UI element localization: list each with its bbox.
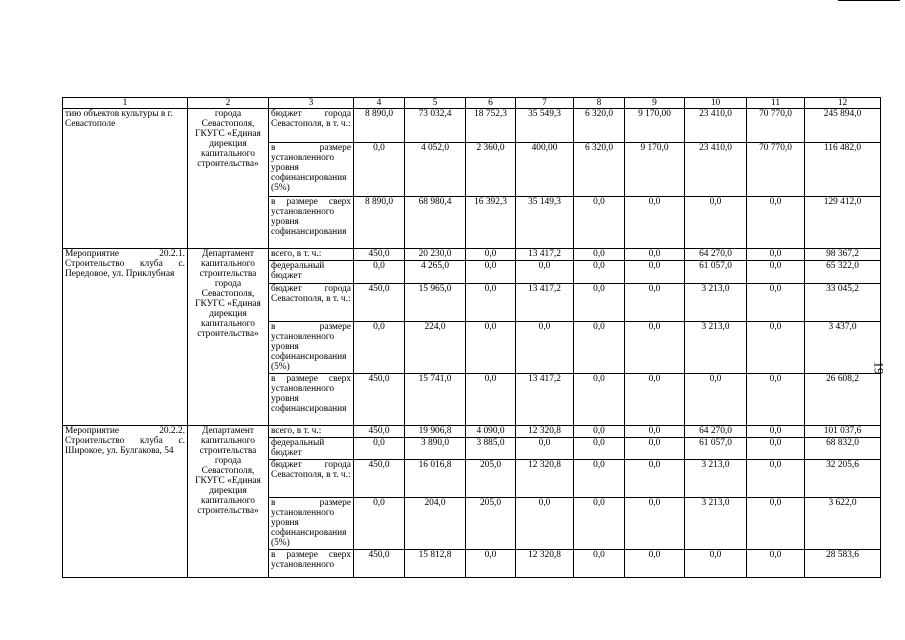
column-header-11: 11 xyxy=(747,98,805,109)
value-cell-col-11: 0,0 xyxy=(747,426,805,438)
value-cell-col-5: 15 812,8 xyxy=(405,550,466,578)
value-cell-col-11: 0,0 xyxy=(747,438,805,460)
top-right-rule xyxy=(838,0,900,1)
value-cell-col-10: 23 410,0 xyxy=(685,109,747,143)
value-cell-col-5: 68 980,4 xyxy=(405,197,466,249)
value-cell-col-8: 0,0 xyxy=(574,284,625,322)
value-cell-col-5: 73 032,4 xyxy=(405,109,466,143)
value-cell-col-6: 18 752,3 xyxy=(466,109,516,143)
value-cell-col-9: 0,0 xyxy=(625,284,685,322)
value-cell-col-5: 4 265,0 xyxy=(405,261,466,284)
value-cell-col-9: 0,0 xyxy=(625,460,685,498)
value-cell-col-12: 28 583,6 xyxy=(805,550,881,578)
funding-source-cell: в размере установленного уровня софинансирования (5%) xyxy=(269,322,354,374)
value-cell-col-12: 68 832,0 xyxy=(805,438,881,460)
value-cell-col-10: 61 057,0 xyxy=(685,261,747,284)
value-cell-col-12: 3 437,0 xyxy=(805,322,881,374)
value-cell-col-11: 0,0 xyxy=(747,284,805,322)
value-cell-col-8: 0,0 xyxy=(574,426,625,438)
funding-source-cell: в размере сверх установленного уровня софинансирования xyxy=(269,197,354,249)
value-cell-col-4: 450,0 xyxy=(354,426,405,438)
value-cell-col-4: 450,0 xyxy=(354,374,405,426)
value-cell-col-11: 0,0 xyxy=(747,197,805,249)
value-cell-col-10: 3 213,0 xyxy=(685,322,747,374)
value-cell-col-4: 0,0 xyxy=(354,438,405,460)
value-cell-col-6: 0,0 xyxy=(466,261,516,284)
value-cell-col-7: 35 549,3 xyxy=(516,109,574,143)
funding-source-cell: федеральный бюджет xyxy=(269,261,354,284)
value-cell-col-9: 9 170,00 xyxy=(625,109,685,143)
value-cell-col-8: 6 320,0 xyxy=(574,143,625,197)
value-cell-col-9: 9 170,0 xyxy=(625,143,685,197)
executor-cell: Департамент капитального строительства города Севастополя, ГКУГС «Единая дирекция капитального строительства» xyxy=(188,249,269,426)
value-cell-col-12: 65 322,0 xyxy=(805,261,881,284)
value-cell-col-7: 13 417,2 xyxy=(516,249,574,261)
value-cell-col-6: 0,0 xyxy=(466,550,516,578)
activity-cell: Мероприятие 20.2.1. Строительство клуба с. Передовое, ул. Приклубная xyxy=(63,249,188,426)
funding-source-cell: бюджет города Севастополя, в т. ч.: xyxy=(269,460,354,498)
value-cell-col-12: 32 205,6 xyxy=(805,460,881,498)
funding-source-cell: всего, в т. ч.: xyxy=(269,426,354,438)
value-cell-col-8: 0,0 xyxy=(574,322,625,374)
value-cell-col-10: 23 410,0 xyxy=(685,143,747,197)
column-header-1: 1 xyxy=(63,98,188,109)
value-cell-col-7: 400,00 xyxy=(516,143,574,197)
column-header-7: 7 xyxy=(516,98,574,109)
value-cell-col-12: 245 894,0 xyxy=(805,109,881,143)
value-cell-col-5: 3 890,0 xyxy=(405,438,466,460)
value-cell-col-6: 4 090,0 xyxy=(466,426,516,438)
funding-source-cell: в размере установленного уровня софинансирования (5%) xyxy=(269,498,354,550)
header-row xyxy=(63,98,881,109)
value-cell-col-12: 3 622,0 xyxy=(805,498,881,550)
value-cell-col-4: 450,0 xyxy=(354,550,405,578)
activity-cell: Мероприятие 20.2.2. Строительство клуба с. Широкое, ул. Булгакова, 54 xyxy=(63,426,188,578)
value-cell-col-4: 0,0 xyxy=(354,261,405,284)
value-cell-col-11: 0,0 xyxy=(747,322,805,374)
funding-source-cell: в размере сверх установленного уровня софинансирования xyxy=(269,374,354,426)
column-header-2: 2 xyxy=(188,98,269,109)
value-cell-col-5: 204,0 xyxy=(405,498,466,550)
value-cell-col-9: 0,0 xyxy=(625,197,685,249)
value-cell-col-12: 101 037,6 xyxy=(805,426,881,438)
value-cell-col-12: 33 045,2 xyxy=(805,284,881,322)
value-cell-col-4: 0,0 xyxy=(354,498,405,550)
column-header-3: 3 xyxy=(269,98,354,109)
column-header-8: 8 xyxy=(574,98,625,109)
budget-table xyxy=(62,97,881,578)
funding-source-cell: в размере сверх установленного xyxy=(269,550,354,578)
value-cell-col-12: 98 367,2 xyxy=(805,249,881,261)
value-cell-col-11: 0,0 xyxy=(747,498,805,550)
value-cell-col-11: 70 770,0 xyxy=(747,109,805,143)
value-cell-col-4: 450,0 xyxy=(354,460,405,498)
value-cell-col-7: 0,0 xyxy=(516,322,574,374)
value-cell-col-10: 64 270,0 xyxy=(685,249,747,261)
value-cell-col-4: 8 890,0 xyxy=(354,197,405,249)
value-cell-col-8: 0,0 xyxy=(574,460,625,498)
value-cell-col-11: 0,0 xyxy=(747,374,805,426)
value-cell-col-10: 64 270,0 xyxy=(685,426,747,438)
value-cell-col-6: 0,0 xyxy=(466,249,516,261)
value-cell-col-8: 6 320,0 xyxy=(574,109,625,143)
activity-cell: тию объектов культуры в г. Севастополе xyxy=(63,109,188,249)
value-cell-col-9: 0,0 xyxy=(625,438,685,460)
value-cell-col-7: 0,0 xyxy=(516,261,574,284)
value-cell-col-6: 205,0 xyxy=(466,498,516,550)
value-cell-col-6: 0,0 xyxy=(466,322,516,374)
value-cell-col-7: 13 417,2 xyxy=(516,374,574,426)
value-cell-col-7: 0,0 xyxy=(516,498,574,550)
value-cell-col-6: 16 392,3 xyxy=(466,197,516,249)
value-cell-col-8: 0,0 xyxy=(574,374,625,426)
value-cell-col-8: 0,0 xyxy=(574,438,625,460)
value-cell-col-5: 19 906,8 xyxy=(405,426,466,438)
value-cell-col-10: 3 213,0 xyxy=(685,498,747,550)
value-cell-col-10: 0,0 xyxy=(685,550,747,578)
value-cell-col-11: 0,0 xyxy=(747,460,805,498)
value-cell-col-6: 2 360,0 xyxy=(466,143,516,197)
table-row xyxy=(63,426,881,438)
value-cell-col-4: 0,0 xyxy=(354,143,405,197)
value-cell-col-8: 0,0 xyxy=(574,249,625,261)
value-cell-col-6: 205,0 xyxy=(466,460,516,498)
executor-cell: города Севастополя, ГКУГС «Единая дирекция капитального строительства» xyxy=(188,109,269,249)
value-cell-col-4: 450,0 xyxy=(354,284,405,322)
value-cell-col-5: 15 741,0 xyxy=(405,374,466,426)
value-cell-col-7: 35 149,3 xyxy=(516,197,574,249)
value-cell-col-8: 0,0 xyxy=(574,261,625,284)
value-cell-col-10: 0,0 xyxy=(685,197,747,249)
value-cell-col-11: 0,0 xyxy=(747,249,805,261)
table-row xyxy=(63,249,881,261)
value-cell-col-5: 16 016,8 xyxy=(405,460,466,498)
value-cell-col-5: 15 965,0 xyxy=(405,284,466,322)
funding-source-cell: бюджет города Севастополя, в т. ч.: xyxy=(269,109,354,143)
page-number: 19 xyxy=(871,361,887,375)
value-cell-col-7: 12 320,8 xyxy=(516,426,574,438)
value-cell-col-6: 0,0 xyxy=(466,284,516,322)
value-cell-col-5: 20 230,0 xyxy=(405,249,466,261)
value-cell-col-4: 0,0 xyxy=(354,322,405,374)
value-cell-col-11: 0,0 xyxy=(747,550,805,578)
value-cell-col-5: 224,0 xyxy=(405,322,466,374)
value-cell-col-9: 0,0 xyxy=(625,374,685,426)
value-cell-col-9: 0,0 xyxy=(625,426,685,438)
value-cell-col-9: 0,0 xyxy=(625,249,685,261)
value-cell-col-10: 3 213,0 xyxy=(685,460,747,498)
value-cell-col-8: 0,0 xyxy=(574,498,625,550)
value-cell-col-9: 0,0 xyxy=(625,261,685,284)
funding-source-cell: в размере установленного уровня софинансирования (5%) xyxy=(269,143,354,197)
column-header-4: 4 xyxy=(354,98,405,109)
value-cell-col-12: 26 608,2 xyxy=(805,374,881,426)
value-cell-col-11: 70 770,0 xyxy=(747,143,805,197)
value-cell-col-10: 61 057,0 xyxy=(685,438,747,460)
column-header-6: 6 xyxy=(466,98,516,109)
column-header-9: 9 xyxy=(625,98,685,109)
value-cell-col-6: 0,0 xyxy=(466,374,516,426)
funding-source-cell: всего, в т. ч.: xyxy=(269,249,354,261)
value-cell-col-12: 129 412,0 xyxy=(805,197,881,249)
column-header-12: 12 xyxy=(805,98,881,109)
value-cell-col-10: 3 213,0 xyxy=(685,284,747,322)
value-cell-col-8: 0,0 xyxy=(574,197,625,249)
value-cell-col-10: 0,0 xyxy=(685,374,747,426)
value-cell-col-4: 450,0 xyxy=(354,249,405,261)
value-cell-col-6: 3 885,0 xyxy=(466,438,516,460)
value-cell-col-12: 116 482,0 xyxy=(805,143,881,197)
value-cell-col-7: 12 320,8 xyxy=(516,460,574,498)
column-header-10: 10 xyxy=(685,98,747,109)
value-cell-col-7: 12 320,8 xyxy=(516,550,574,578)
value-cell-col-9: 0,0 xyxy=(625,550,685,578)
value-cell-col-9: 0,0 xyxy=(625,498,685,550)
value-cell-col-8: 0,0 xyxy=(574,550,625,578)
value-cell-col-9: 0,0 xyxy=(625,322,685,374)
funding-source-cell: бюджет города Севастополя, в т. ч.: xyxy=(269,284,354,322)
value-cell-col-4: 8 890,0 xyxy=(354,109,405,143)
value-cell-col-11: 0,0 xyxy=(747,261,805,284)
column-header-5: 5 xyxy=(405,98,466,109)
value-cell-col-5: 4 052,0 xyxy=(405,143,466,197)
value-cell-col-7: 0,0 xyxy=(516,438,574,460)
funding-source-cell: федеральный бюджет xyxy=(269,438,354,460)
executor-cell: Департамент капитального строительства города Севастополя, ГКУГС «Единая дирекция капитального строительства» xyxy=(188,426,269,578)
value-cell-col-7: 13 417,2 xyxy=(516,284,574,322)
table-row xyxy=(63,109,881,143)
